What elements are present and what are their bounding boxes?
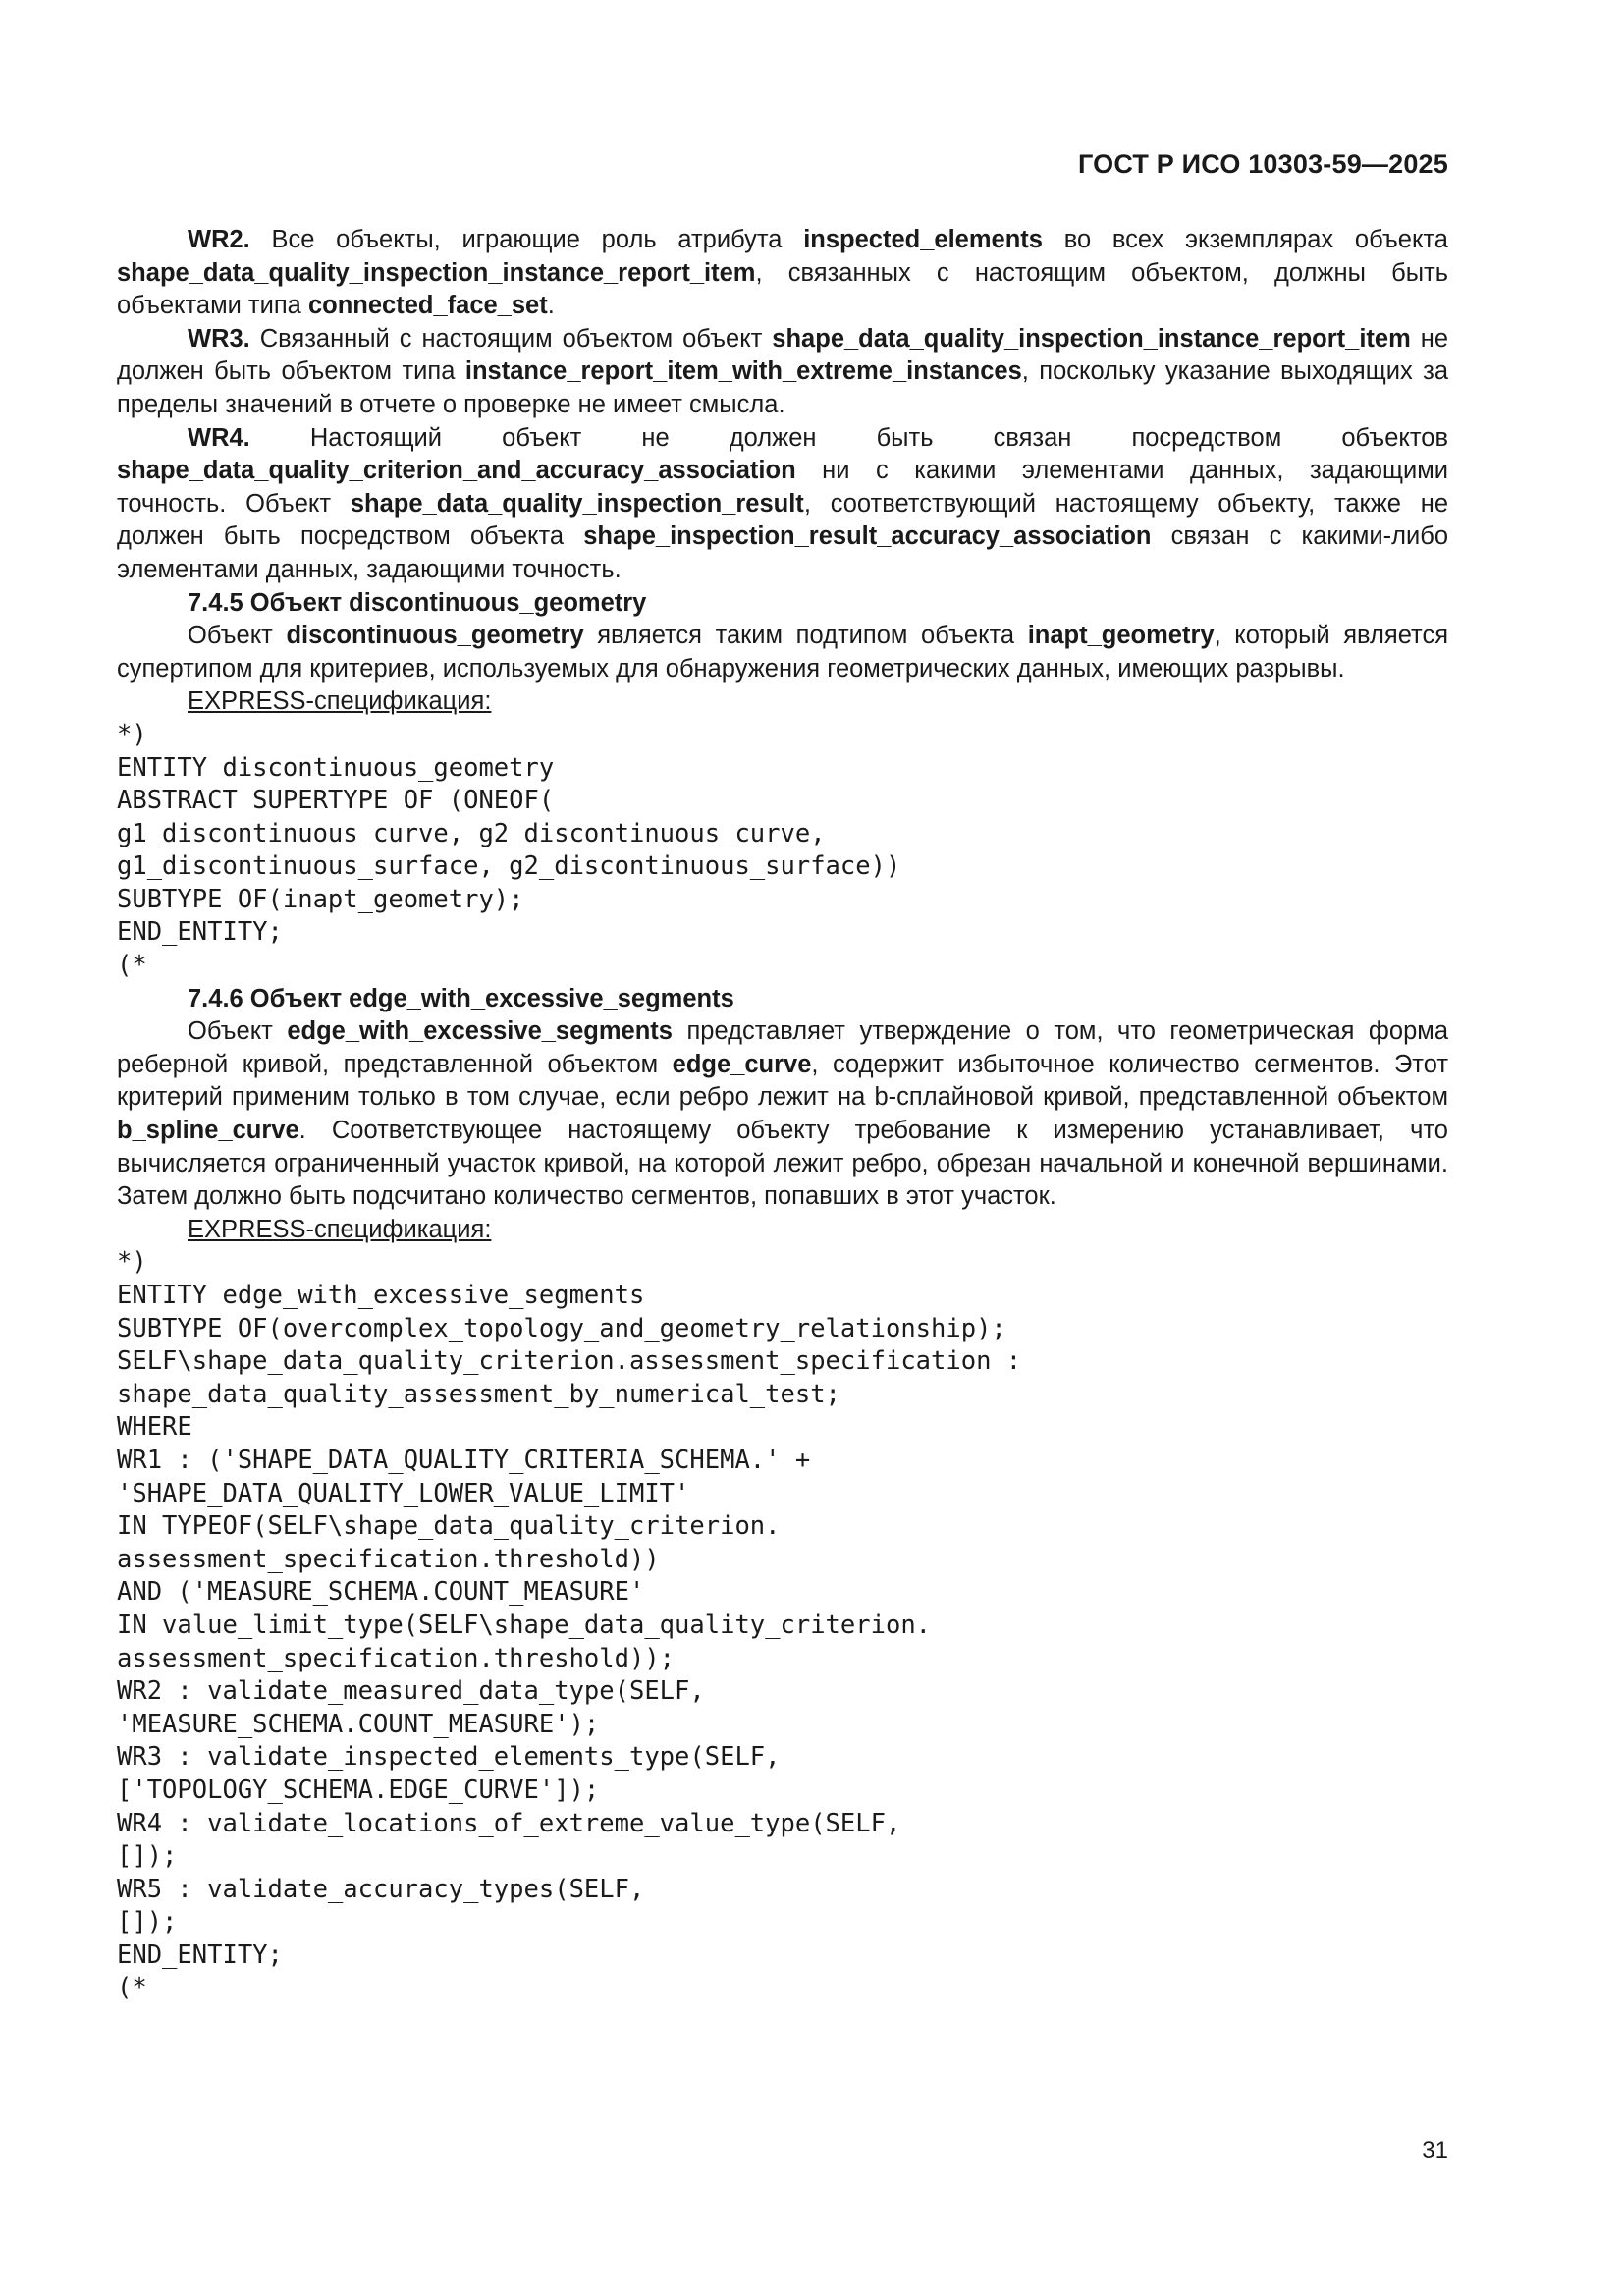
text-run: ни с какими элементами данных, задающими точность. Объект <box>117 457 1448 518</box>
text-run: . Соответствующее настоящему объекту требование к измерению устанавливает, что вычисляется ограниченный участок кривой, на которой лежит ребро, обрезан начальной и конечной вершинами. Затем должно быть подсчитано количество сегментов, попавших в этот участок. <box>117 1117 1448 1211</box>
bold-term: inspected_elements <box>803 226 1043 253</box>
bold-term: edge_curve <box>672 1050 812 1078</box>
bold-term: inapt_geometry <box>1027 622 1215 650</box>
text-run: представляет утверждение о том, что геометрическая форма реберной кривой, представленной объектом <box>117 1017 1448 1078</box>
paragraph-wr2 <box>117 224 1448 323</box>
bold-term: instance_report_item_with_extreme_instances <box>464 357 1022 386</box>
bold-term: WR3. <box>188 324 250 353</box>
express-code-discontinuous-geometry: *) ENTITY discontinuous_geometry ABSTRACT SUPERTYPE OF (ONEOF( g1_discontinuous_curve, g2_discontinuous_curve, g1_discontinuous_surface, g2_discontinuous_surface)) SUBTYPE OF(inapt_geometry); END_ENTITY; (* <box>117 719 901 981</box>
text-run: связан с какими-либо элементами данных, задающими точность. <box>117 522 1449 583</box>
paragraph-wr3 <box>117 323 1448 422</box>
text-run: во всех экземплярах объекта <box>1042 226 1448 253</box>
page-body <box>117 224 1448 2005</box>
text-run: , соответствующий настоящему объекту, также не должен быть посредством объекта <box>117 489 1448 551</box>
text-run: Объект <box>188 1017 288 1046</box>
bold-term: WR4. <box>188 423 250 452</box>
text-run: , содержит избыточное количество сегментов. Этот критерий применим только в том случае, если ребро лежит на b-сплайновой кривой, представленной объектом <box>117 1050 1448 1112</box>
text-run: не должен быть объектом типа <box>117 324 1449 386</box>
bold-term: b_spline_curve <box>117 1117 299 1145</box>
text-run: . <box>547 292 555 320</box>
bold-term: shape_data_quality_inspection_instance_report_item <box>117 258 756 287</box>
bold-term: edge_with_excessive_segments <box>287 1017 673 1046</box>
text-run: является таким подтипом объекта <box>583 622 1028 650</box>
text-run: Настоящий объект не должен быть связан посредством объектов <box>249 423 1448 452</box>
express-spec-label-1: EXPRESS-спецификация: <box>188 687 492 716</box>
express-spec-label-2: EXPRESS-спецификация: <box>188 1215 492 1243</box>
page-number: 31 <box>1422 2137 1448 2163</box>
paragraph-discontinuous-geometry <box>117 620 1448 685</box>
section-heading-7-4-5: 7.4.5 Объект discontinuous_geometry <box>188 588 647 617</box>
section-heading-7-4-6: 7.4.6 Объект edge_with_excessive_segments <box>188 984 734 1012</box>
paragraph-edge-with-excessive-segments <box>117 1015 1448 1214</box>
bold-term: WR2. <box>188 226 250 253</box>
text-run: , который является супертипом для критериев, используемых для обнаружения геометрических данных, имеющих разрывы. <box>117 622 1448 683</box>
bold-term: shape_inspection_result_accuracy_association <box>583 522 1152 551</box>
bold-term: shape_data_quality_inspection_result <box>350 489 804 518</box>
express-code-edge-with-excessive-segments: *) ENTITY edge_with_excessive_segments SUBTYPE OF(overcomplex_topology_and_geometry_relationship); SELF\shape_data_quality_criterion.assessment_specification : shape_data_quality_assessment_by_numerical_test; WHERE WR1 : ('SHAPE_DATA_QUALITY_CRITERIA_SCHEMA.' + 'SHAPE_DATA_QUALITY_LOWER_VALUE_LIMIT' IN TYPEOF(SELF\shape_data_quality_criterion. assessment_specification.threshold)) AND ('MEASURE_SCHEMA.COUNT_MEASURE' IN value_limit_type(SELF\shape_data_quality_criterion. assessment_specification.threshold)); WR2 : validate_measured_data_type(SELF, 'MEASURE_SCHEMA.COUNT_MEASURE'); WR3 : validate_inspected_elements_type(SELF, ['TOPOLOGY_SCHEMA.EDGE_CURVE']); WR4 : validate_locations_of_extreme_value_type(SELF, []); WR5 : validate_accuracy_types(SELF, []); END_ENTITY; (* <box>117 1247 1022 2003</box>
text-run: , связанных с настоящим объектом, должны быть объектами типа <box>117 258 1448 320</box>
text-run: , поскольку указание выходящих за пределы значений в отчете о проверке не имеет смысла. <box>117 357 1448 418</box>
paragraph-wr4 <box>117 422 1448 587</box>
bold-term: discontinuous_geometry <box>286 622 584 650</box>
text-run: Связанный с настоящим объектом объект <box>249 324 773 353</box>
text-run: Объект <box>188 622 287 650</box>
bold-term: shape_data_quality_inspection_instance_report_item <box>772 324 1411 353</box>
document-code-header: ГОСТ Р ИСО 10303-59—2025 <box>1078 149 1448 179</box>
text-run: Все объекты, играющие роль атрибута <box>249 226 804 253</box>
bold-term: shape_data_quality_criterion_and_accuracy_association <box>117 457 796 485</box>
bold-term: connected_face_set <box>307 292 548 320</box>
